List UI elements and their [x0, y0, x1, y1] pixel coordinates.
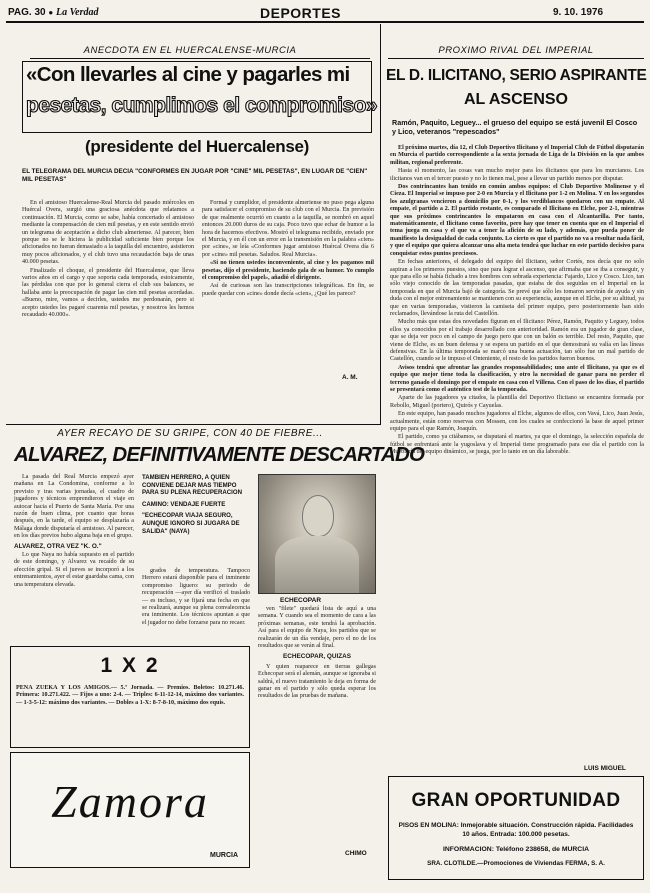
kicker-rule — [388, 58, 644, 59]
right-story-signature: LUIS MIGUEL — [584, 765, 626, 772]
left-story-headline-line-3: (presidente del Huercalense) — [84, 137, 309, 156]
paragraph-bold: Dos contrincantes han tenido en común ambos equipos: el Club Deportivo Molinense y el Cieza. El Imperial se impuso por 2-0 en Murcia y el Ilicitano por 1-2 en Molina. Y en los segundos los azulgranas vencieron a domicilio por 0-1, y los verdiblancos quedaron con un empate. Al empate, el partido a 2. El partido restante, es comparado el Ilicitano en Elche, por 2-1, mientras que sus próximos contrincantes lo empataron en casa con el Alcantarilla. Por tanto, matemáticamente, el Ilicitano como favorito, pero hay que tener en cuenta que en el Imperial el tema juega en casa y el que va a tener la afición de su lado, y además, que pueda poner de manifiesto la desigualdad de cada conjunto. Lo cierto es que el partido no va a resultar nada fácil, y que el equipo que quiera alcanzar una alta meta tendrá que luchar en este partido decisivo para conquistar estos puntos preciosos. — [390, 184, 644, 257]
paper-name: La Verdad — [56, 7, 99, 18]
paragraph: En el amistoso Huercalense-Real Murcia del pasado miércoles en Huércal Overa, surgió una graciosa anécdota que relatamos a continuación. El Murcia, como se sabe, había concertado el amistoso mediante la compensación de cien mil pesetas, y en este sentido envió un telegrama de aceptación a dicho club almeriense. Al parecer, bien porque no se le hiciera la publicidad suficiente bien porque los aficionados no fueran demasiado a la taquilla del encuentro, asistieron muy pocos aficionados, y el club tuvo una recaudación baja de unas 40.000 pesetas. — [22, 200, 194, 266]
mid-head-3: "ECHECOPAR VIAJA SEGURO, AUNQUE IGNORO SI JUGARA DE SALIDA" (NAYA) — [142, 512, 240, 535]
paragraph: Aparte de las jugadores ya citados, la plantilla del Deportivo Ilicitano se encuentra formada por Rebollo, Miguel (portero), Quirós y Cayuelas. — [390, 395, 644, 409]
mid-head-2: CAMINO: VENDAJE FUERTE — [142, 500, 226, 508]
left-story-headline-line-1: «Con llevarles al cine y pagarles mi — [26, 63, 350, 86]
left-story-kicker: ANECDOTA EN EL HUERCALENSE-MURCIA — [83, 45, 297, 56]
oportunidad-title: GRAN OPORTUNIDAD — [411, 790, 621, 811]
oportunidad-line-3: SRA. CLOTILDE.—Promociones de Viviendas FERMA, S. A. — [427, 860, 605, 867]
paragraph: grados de temperatura. Tampoco Herrero estará disponible para el inminente compromiso liguero: su periodo de recuperación —ayer día verificó el traslado— es incluso, y se fijará una fecha en que se realizará, aunque su plena convalecencia era inminente. Los técnicos apuntan a que el jugador no debe forzarse para no recaer. — [142, 568, 250, 626]
paragraph: Y quien reaparece en tierras gallegas Echecopar será el alemán, aunque se ignoraba si saldrá, el nuevo tratamiento le deja en forma de ganar en el partido y sólo queda esperar los resultados de las pruebas de mañana. — [258, 663, 376, 700]
left-story-col-1 — [22, 200, 194, 386]
paragraph: Finalizado el choque, el presidente del Huercalense, que lleva varios años en el cargo y que soporta cada temporada, estoicamente, las pérdidas con que por lo general cierra el club sus balances, se hallaba ante la preocupación de pagar las cien mil pesetas acordadas. «Bueno, mire, vamos a decirles, ustedes me perdonarán, pero si acepto ustedes les pagaré cuarenta mil pesetas, y nosotros les hemos recaudado 40.000». — [22, 267, 194, 319]
inline-subhead: ALVAREZ, OTRA VEZ "K. O." — [14, 542, 102, 550]
bottom-story-col-1 — [14, 474, 134, 624]
section-rule — [6, 424, 381, 425]
photo-caption: ECHECOPAR — [280, 597, 322, 604]
paragraph: En este equipo, han pasado muchos jugadores al Elche, algunos de ellos, con Vavá, Lico, Juan Jesús, actualmente, están como reservas con Mossen, con los cuales se confeccionó la base de aquel primer equipo para el que Ramón, Joaquín. — [390, 411, 644, 433]
left-story-headline-line-2: pesetas, cumplimos el compromiso» — [26, 94, 378, 117]
column-divider — [380, 24, 381, 424]
quiniela-title: 1 X 2 — [100, 654, 160, 677]
bottom-story-mid-heads — [142, 474, 250, 535]
right-story-headline-line-1: EL D. ILICITANO, SERIO ASPIRANTE — [386, 67, 647, 84]
mid-head-1: TAMBIEN HERRERO, A QUIEN CONVIENE DEJAR MAS TIEMPO PARA SU PLENA RECUPERACION — [142, 474, 242, 497]
paragraph-bold: Avisos tendrá que afrontar las grandes responsabilidades; uno ante el Ilicitano, ya que es el equipo que mejor tiene toda la clasificación, y otro la necesidad de ganar para no perder el terreno ganado el domingo por el empate en casa con el Villena. Con el paso de los días, el partido se presentará como el auténtico test de la temporada. — [390, 364, 644, 393]
paragraph-bold: «Si no tienen ustedes inconveniente, al cine y les pagamos mil pesetas, dijo el presidente, haciendo gala de su humor. Yo cumplo el compromiso del papel», añadió el dirigente. — [202, 260, 374, 282]
right-story-body — [390, 145, 644, 763]
bottom-story-signature: CHIMO — [345, 850, 367, 857]
photo-face — [303, 496, 333, 536]
photo-shirt — [275, 536, 359, 593]
paragraph: ven "filete" quedará lista de aquí a una semana. Y cuando sea el momento de cara a las próximas semanas, este tendrá la aprobación. Así para el equipo de Naya, los partidos que se realizarán de un día vendaje, pero el no de los resultados que se verán al final. — [258, 606, 376, 650]
paragraph-bold: El próximo martes, día 12, el Club Deportivo Ilicitano y el Imperial Club de Fútbol disputarán en Murcia el partido correspondiente a la sexta jornada de Liga de la División en la que ambos militan, regional preferente. — [390, 145, 644, 166]
mid-head-4: ECHECOPAR, QUIZAS — [282, 653, 352, 661]
right-story-headline-line-2: AL ASCENSO — [463, 91, 568, 108]
paragraph: En fechas anteriores, el delegado del equipo del Ilicitano, señor Cortés, nos decía que no solo aspiran a los primeros puestos, sino que para lograr el ascenso, que afirmaba que se iba a conseguir, y que para ello se había fichado a tres hombres con sobrada experiencia: Fajardo, Lico y Cosco. Lico, tan sólo viejo conocido de las temporadas pasadas, que estaba de dos seguidas en el Imperial en la temporada en que el Murcia bajó de categoría. Se prevé que sólo les tomaron servirán de ayuda y sin duda con el mejor entrenamiento se mantienen con su experiencia, aunque en el Elche, por su altitud, ya que en varias temporadas, vistieron la camiseta del primer equipo, pero posteriormente han sido reclamados, llevándose la ruta del Castellón. — [390, 259, 644, 317]
bottom-story-kicker: AYER RECAYO DE SU GRIPE, CON 40 DE FIEBRE... — [57, 428, 323, 439]
oportunidad-line-1: PISOS EN MOLINA: Inmejorable situación. Construcción rápida. Facilidades 10 años. Entrada: 100.000 pesetas. — [398, 822, 634, 838]
paragraph: Así de curiosas son las transcripciones telegráficas. En fin, se puede quedar con «cine» donde decía «cien», ¿Qué les parece? — [202, 283, 374, 297]
masthead-rule — [6, 21, 644, 23]
right-story-kicker: PROXIMO RIVAL DEL IMPERIAL — [438, 45, 594, 56]
zamora-logo: Zamora — [51, 776, 209, 827]
issue-date: 9. 10. 1976 — [553, 7, 604, 18]
paragraph: Lo que Naya no había supuesto en el partido de este domingo, y Alvarez va recaído de su afección gripal. Si el jueves se incorporó a los entrenamientos, ayer el estar guardaba cama, con una temperatura elevada. — [14, 552, 134, 588]
echecopar-photo — [258, 474, 376, 594]
section-title: DEPORTES — [260, 5, 342, 21]
paragraph: Formal y cumplidor, el presidente almeriense no puso pega alguna para satisfacer el compromiso de su club con el Murcia. En previsión de que realmente ocurrió en cuanto a la taquilla, se nombró en aquel entonces 20.000 duros de su caja. Poco tuvo que echar de humor a la hora de hacernos efectivos. Mostró el telegrama recibido, enviado por el Murcia, y en él con un error en la transmisión en la palabra «cien» por «cine», se leía «Conformes jugar amistoso Huércal Overa día 6 por «cine» mil pesetas. Saludos. Real Murcia». — [202, 200, 374, 258]
bottom-story-headline: ALVAREZ, DEFINITIVAMENTE DESCARTADO — [14, 443, 425, 466]
bullet-icon: ● — [48, 8, 54, 17]
zamora-city: MURCIA — [210, 852, 238, 859]
bottom-story-col-2 — [142, 568, 250, 644]
paragraph: Mucho más que estas dos novedades figuran en el Ilicitano: Pérez, Ramón, Paquito y Leguey, todos ellos ya conocidos por el trabajo desarrollado con anterioridad. Ramón era un jugador de gran clase, que se deja ver poco en el campo de juego pero que con un balón es terrible. Del resto, Paquito, que viene de Elche, es un buen defensa y se espera un partido en el que demostrará su valía en las líneas defensivas. En la última temporada se marcó una buena actuación, tan sólo fue un mal partido de Castellón, cuando se le impuso el Onteniente, el resto de los partidos fueron buenos. — [390, 319, 644, 363]
paragraph: Hasta el momento, las cosas van mucho mejor para los ilicitanos que para los murcianos. Los ilicitanos van en el tercer puesto y no lo tienen mal, pese a llevar un partido menos por disputar. — [390, 168, 644, 182]
oportunidad-line-2: INFORMACION: Teléfono 238658, de MURCIA — [442, 846, 590, 853]
left-story-signature: A. M. — [342, 374, 358, 381]
page-number-text: PAG. 30 — [8, 7, 46, 18]
quiniela-text: PENA ZUEKA Y LOS AMIGOS.— 5.ª Jornada. — Premios. Boletos: 10.271.46. Primera: 10.271.422. — Fijos a uno: 2-4. — Triples: 6-11-12-14, máximo dos variantes. — 1-3-5-12: máximo dos variantes. — Dobles a 1-X: 8-7-8-10, máximo dos equis. — [16, 685, 244, 706]
bottom-story-col-3 — [258, 606, 376, 848]
left-story-col-2 — [202, 200, 374, 366]
right-story-deck: Ramón, Paquito, Leguey... el grueso del equipo se está juvenil El Cosco y Lico, veteranos "repescados" — [392, 118, 638, 136]
left-story-subhead: EL TELEGRAMA DEL MURCIA DECIA "CONFORMES EN JUGAR POR "CINE" MIL PESETAS", EN LUGAR DE "CIEN" MIL PESETAS" — [22, 168, 368, 183]
paragraph: La pasada del Real Murcia empezó ayer mañana en La Condomina, conforme a lo previsto y tras varias jornadas, el cuadro de jugadores y técnicos emprendieron el viaje en autocar hacia el Puerto de Santa María. Por una razón de buen clima, por cuanto que horas después, en la tarde, el equipo se desplazaría a Málaga donde disputaría el amistoso. Al parecer, en los días previos hubo alguna baja en el grupo. — [14, 474, 134, 540]
page-number — [8, 7, 99, 18]
kicker-rule — [30, 58, 370, 59]
paragraph: El partido, como ya citábamos, se disputará el martes, ya que el domingo, la selección española de fútbol se enfrentará ante la yugoslava y el Imperial tiene programado para ese día el partido con la Mueblería del equipo dinámico, se juega, por lo tanto en un día laborable. — [390, 434, 644, 456]
